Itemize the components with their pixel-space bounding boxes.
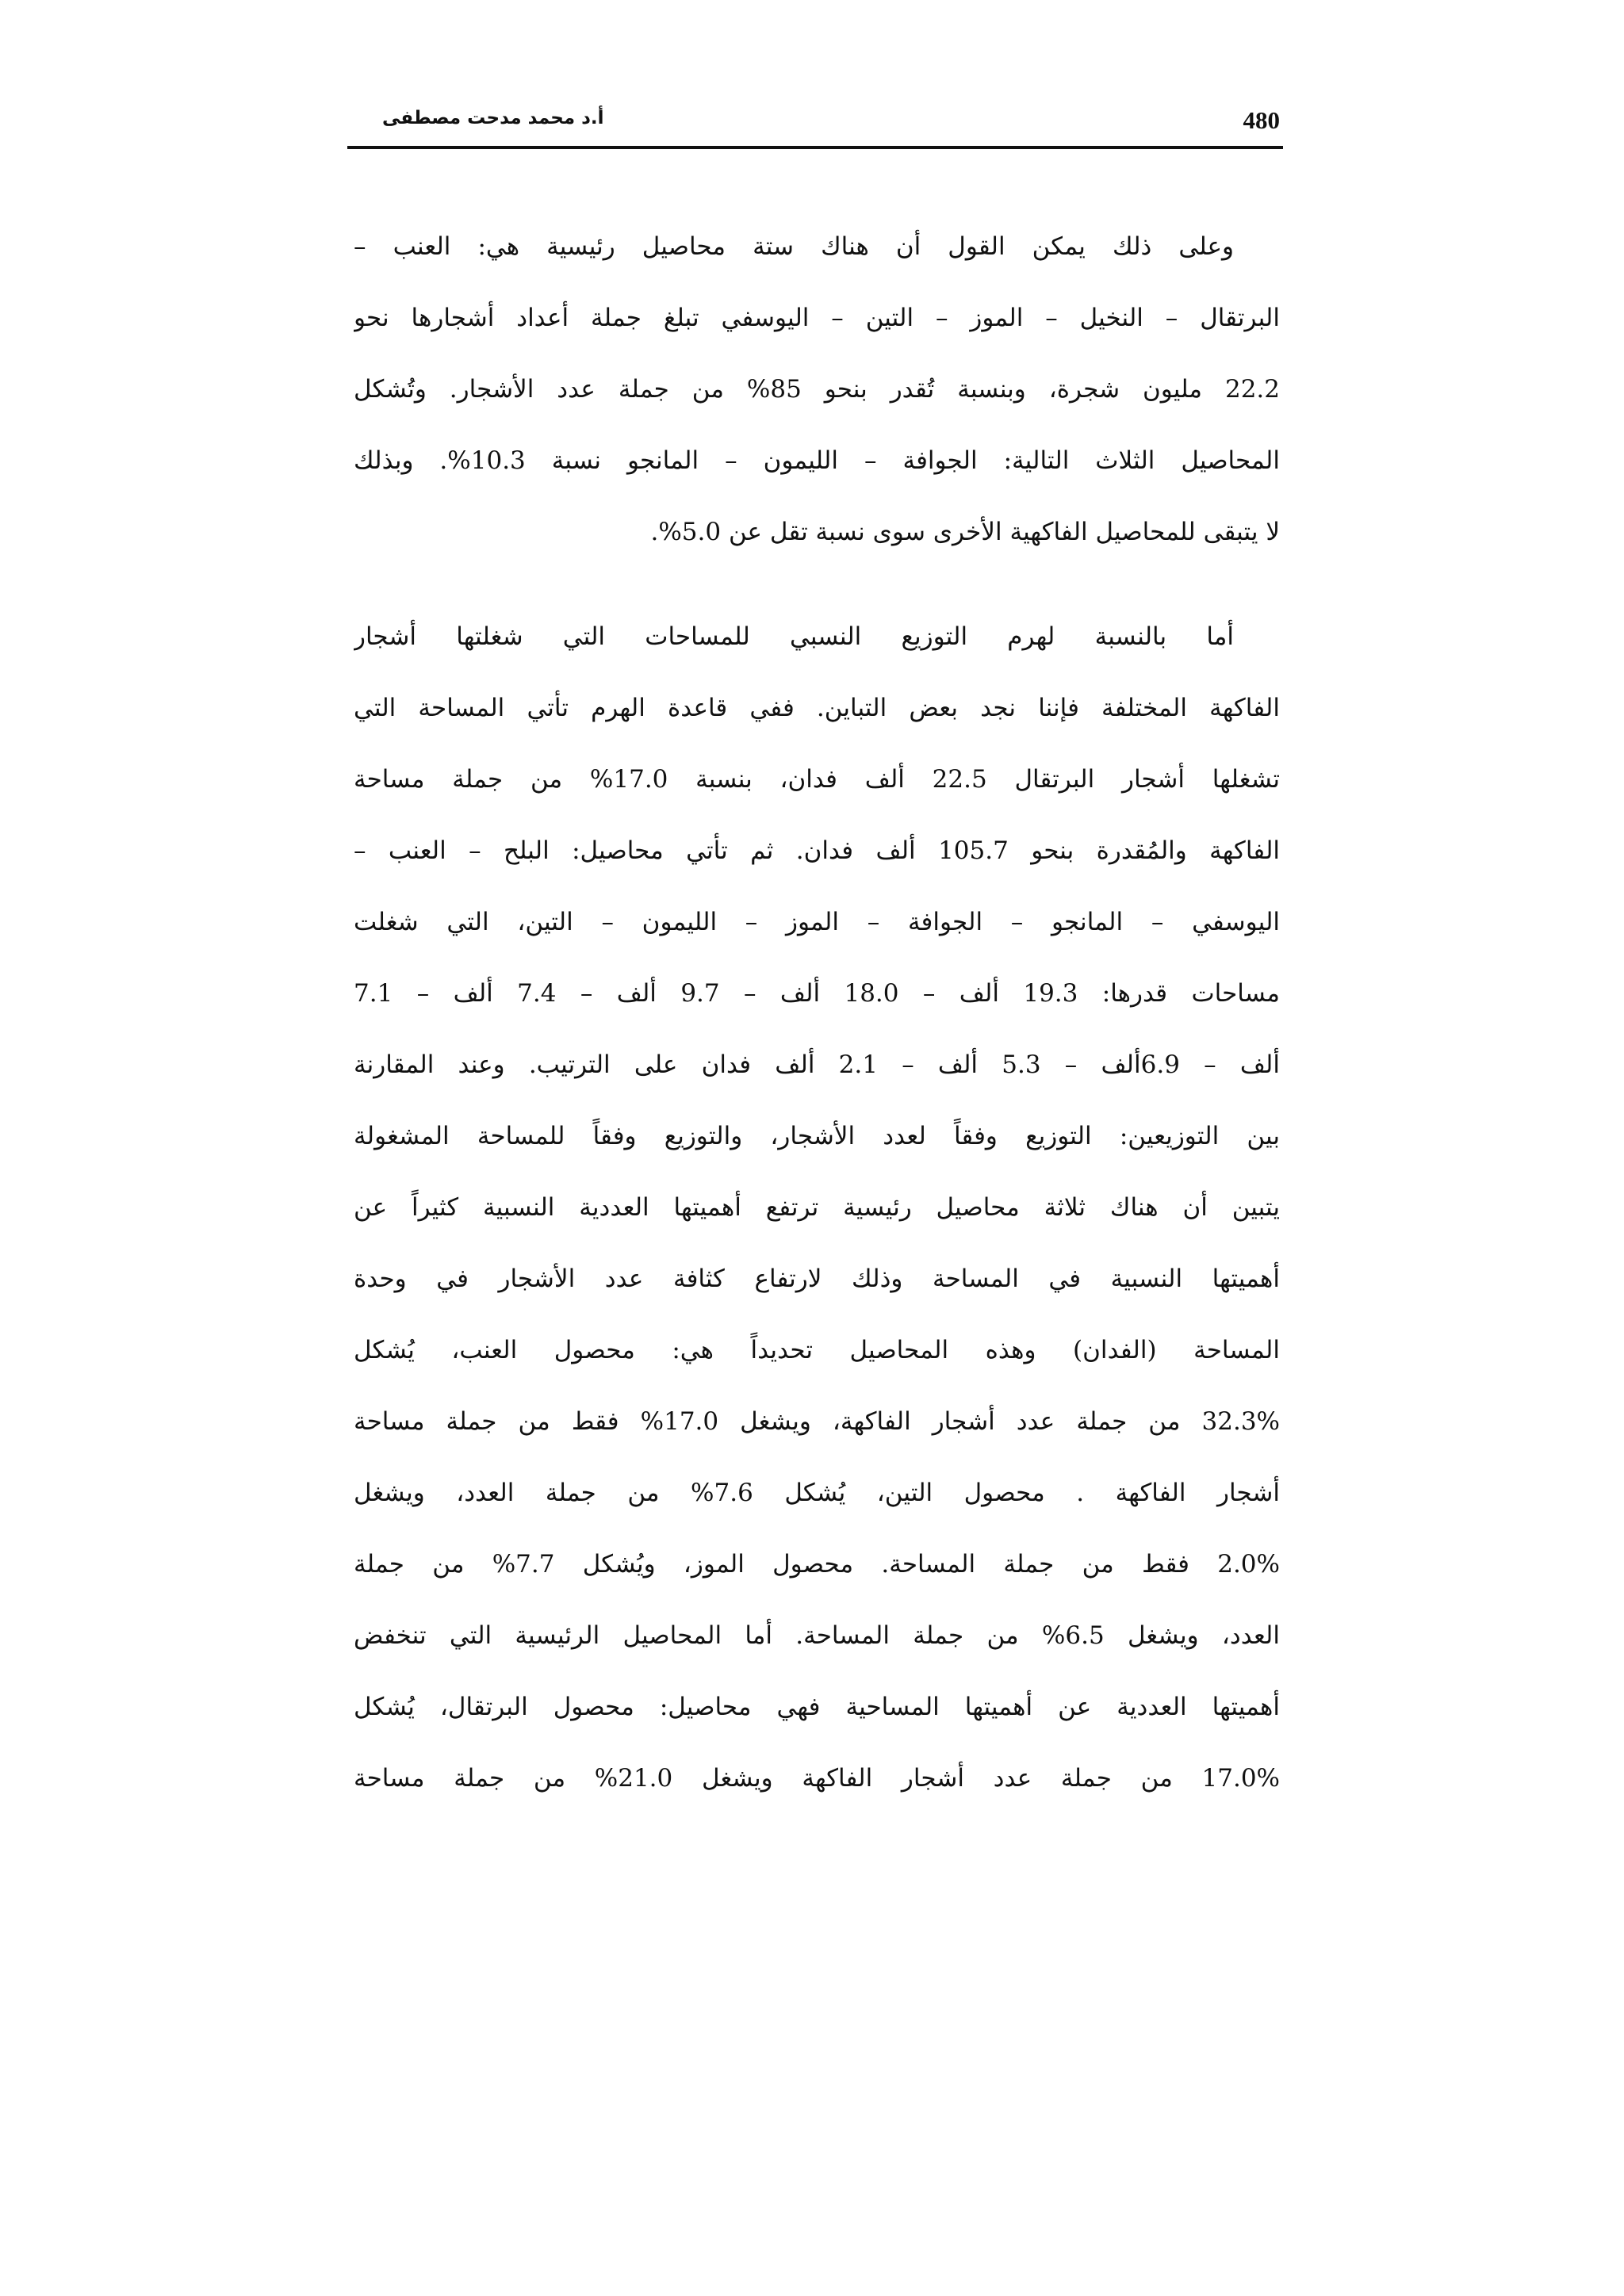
- paragraph-line: أما بالنسبة لهرم التوزيع النسبي للمساحات التي شغلتها أشجار: [354, 622, 1234, 651]
- paragraph-line: 17.0% من جملة عدد أشجار الفاكهة ويشغل 21.0% من جملة مساحة: [354, 1764, 1280, 1793]
- paragraph-line: يتبين أن هناك ثلاثة محاصيل رئيسية ترتفع أهميتها العددية النسبية كثيراً عن: [354, 1193, 1280, 1222]
- running-header: [347, 101, 1283, 149]
- paragraph-line: 32.3% من جملة عدد أشجار الفاكهة، ويشغل 17.0% فقط من جملة مساحة: [354, 1407, 1280, 1436]
- paragraph-line: البرتقال – النخيل – الموز – التين – اليوسفي تبلغ جملة أعداد أشجارها نحو: [354, 304, 1280, 332]
- paragraph-line: وعلى ذلك يمكن القول أن هناك ستة محاصيل رئيسية هي: العنب –: [354, 232, 1234, 261]
- paragraph-line: أهميتها العددية عن أهميتها المساحية فهي محاصيل: محصول البرتقال، يُشكل: [354, 1693, 1280, 1721]
- paragraph-line: المساحة (الفدان) وهذه المحاصيل تحديداً هي: محصول العنب، يُشكل: [354, 1336, 1280, 1364]
- paragraph-line: الفاكهة المختلفة فإننا نجد بعض التباين. ففي قاعدة الهرم تأتي المساحة التي: [354, 694, 1280, 722]
- paragraph-line: أهميتها النسبية في المساحة وذلك لارتفاع كثافة عدد الأشجار في وحدة: [354, 1265, 1280, 1293]
- paragraph-line: المحاصيل الثلاث التالية: الجوافة – الليمون – المانجو نسبة 10.3%. وبذلك: [354, 446, 1280, 475]
- paragraph-line: تشغلها أشجار البرتقال 22.5 ألف فدان، بنسبة 17.0% من جملة مساحة: [354, 765, 1280, 794]
- paragraph-line: العدد، ويشغل 6.5% من جملة المساحة. أما المحاصيل الرئيسية التي تنخفض: [354, 1621, 1280, 1650]
- paragraph-line: لا يتبقى للمحاصيل الفاكهية الأخرى سوى نسبة تقل عن 5.0%.: [650, 518, 1280, 546]
- paragraph-line: اليوسفي – المانجو – الجوافة – الموز – الليمون – التين، التي شغلت: [354, 908, 1280, 936]
- paragraph-line: أشجار الفاكهة . محصول التين، يُشكل 7.6% من جملة العدد، ويشغل: [354, 1479, 1280, 1507]
- header-rule: [347, 146, 1283, 149]
- author-name: أ.د محمد مدحت مصطفى: [382, 108, 604, 128]
- paragraph-summary: [354, 211, 1280, 568]
- paragraph-line: بين التوزيعين: التوزيع وفقاً لعدد الأشجار، والتوزيع وفقاً للمساحة المشغولة: [354, 1122, 1280, 1150]
- paragraph-line: الفاكهة والمُقدرة بنحو 105.7 ألف فدان. ثم تأتي محاصيل: البلح – العنب –: [354, 836, 1280, 865]
- paragraph-line: ألف – 6.9ألف – 5.3 ألف – 2.1 ألف فدان على الترتيب. وعند المقارنة: [354, 1050, 1280, 1079]
- paragraph-line: 2.0% فقط من جملة المساحة. محصول الموز، ويُشكل 7.7% من جملة: [354, 1550, 1280, 1578]
- paragraph-area-distribution: [354, 601, 1280, 1814]
- paragraph-line: مساحات قدرها: 19.3 ألف – 18.0 ألف – 9.7 ألف – 7.4 ألف – 7.1: [354, 979, 1280, 1008]
- paragraph-line: 22.2 مليون شجرة، وبنسبة تُقدر بنحو 85% من جملة عدد الأشجار. وتُشكل: [354, 375, 1280, 404]
- page-number: 480: [1243, 106, 1280, 134]
